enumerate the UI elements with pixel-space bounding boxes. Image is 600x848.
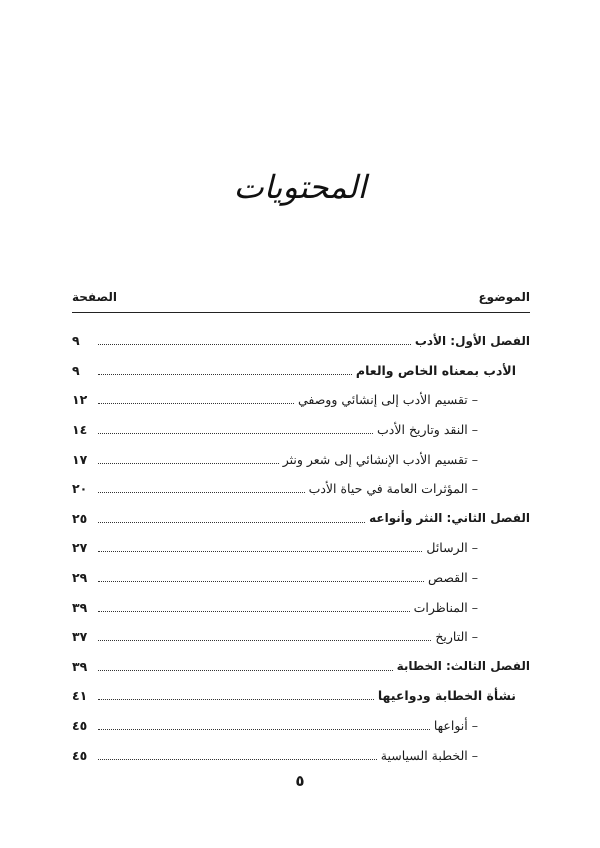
page-title: المحتويات xyxy=(233,168,367,206)
toc-entry xyxy=(72,444,530,474)
toc-entry xyxy=(72,474,530,504)
toc-entry xyxy=(72,504,530,534)
toc-entry-label: – التاريخ xyxy=(435,629,478,644)
topic-column-header: الموضوع xyxy=(478,290,530,304)
toc-entry-page: ١٢ xyxy=(72,392,88,408)
toc-entry xyxy=(72,415,530,445)
toc-entry-page: ٢٩ xyxy=(72,570,88,586)
toc-entry xyxy=(72,592,530,622)
toc-entry-page: ٤٥ xyxy=(72,747,88,763)
dot-leader xyxy=(98,492,305,493)
dot-leader xyxy=(98,522,365,523)
toc-entry xyxy=(72,356,530,386)
toc-entry-page: ٩ xyxy=(72,333,80,349)
toc-entry-label: – النقد وتاريخ الأدب xyxy=(377,422,478,437)
toc-entry xyxy=(72,681,530,711)
dot-leader xyxy=(98,611,410,612)
toc-entry-label: – المؤثرات العامة في حياة الأدب xyxy=(309,481,478,496)
toc-entry-label: – الخطبة السياسية xyxy=(381,748,478,763)
dot-leader xyxy=(98,640,431,641)
dot-leader xyxy=(98,374,352,375)
toc-entry xyxy=(72,622,530,652)
toc-entry-label: – الرسائل xyxy=(426,540,478,555)
table-of-contents xyxy=(72,326,530,770)
toc-entry-page: ٢٠ xyxy=(72,481,88,497)
dot-leader xyxy=(98,759,377,760)
toc-entry xyxy=(72,533,530,563)
toc-entry-label: الفصل الأول: الأدب xyxy=(414,333,530,348)
toc-entry xyxy=(72,740,530,770)
toc-entry-page: ٣٩ xyxy=(72,599,88,615)
toc-entry-page: ٤٥ xyxy=(72,718,88,734)
toc-entry-label: نشأة الخطابة ودواعيها xyxy=(377,688,516,704)
dot-leader xyxy=(98,551,422,552)
toc-entry-label: – تقسيم الأدب إلى إنشائي ووصفي xyxy=(298,392,478,407)
toc-entry-page: ١٤ xyxy=(72,422,88,438)
toc-entry xyxy=(72,385,530,415)
header-divider xyxy=(72,312,530,313)
toc-entry-label: الأدب بمعناه الخاص والعام xyxy=(355,362,516,378)
toc-header xyxy=(72,290,530,304)
toc-entry xyxy=(72,326,530,356)
dot-leader xyxy=(98,581,424,582)
toc-entry-page: ٣٧ xyxy=(72,629,88,645)
dot-leader xyxy=(98,670,393,671)
dot-leader xyxy=(98,433,373,434)
dot-leader xyxy=(98,699,374,700)
toc-entry xyxy=(72,711,530,741)
dot-leader xyxy=(98,729,430,730)
dot-leader xyxy=(98,344,411,345)
toc-entry-label: – القصص xyxy=(428,570,478,585)
toc-entry-label: الفصل الثاني: النثر وأنواعه xyxy=(369,511,530,526)
toc-entry-label: – تقسيم الأدب الإنشائي إلى شعر ونثر xyxy=(283,452,478,467)
toc-entry-page: ٢٥ xyxy=(72,510,88,526)
toc-entry-page: ٤١ xyxy=(72,688,88,704)
toc-entry-label: الفصل الثالث: الخطابة xyxy=(396,659,530,674)
page-column-header: الصفحة xyxy=(72,290,118,304)
toc-entry-label: – أنواعها xyxy=(434,718,478,733)
dot-leader xyxy=(98,463,279,464)
page-number: ٥ xyxy=(295,772,305,790)
toc-entry xyxy=(72,652,530,682)
toc-entry-label: – المناظرات xyxy=(414,600,478,615)
toc-entry-page: ٩ xyxy=(72,362,80,378)
toc-entry-page: ٢٧ xyxy=(72,540,88,556)
toc-entry xyxy=(72,563,530,593)
dot-leader xyxy=(98,403,294,404)
toc-entry-page: ١٧ xyxy=(72,451,88,467)
toc-entry-page: ٣٩ xyxy=(72,658,88,674)
